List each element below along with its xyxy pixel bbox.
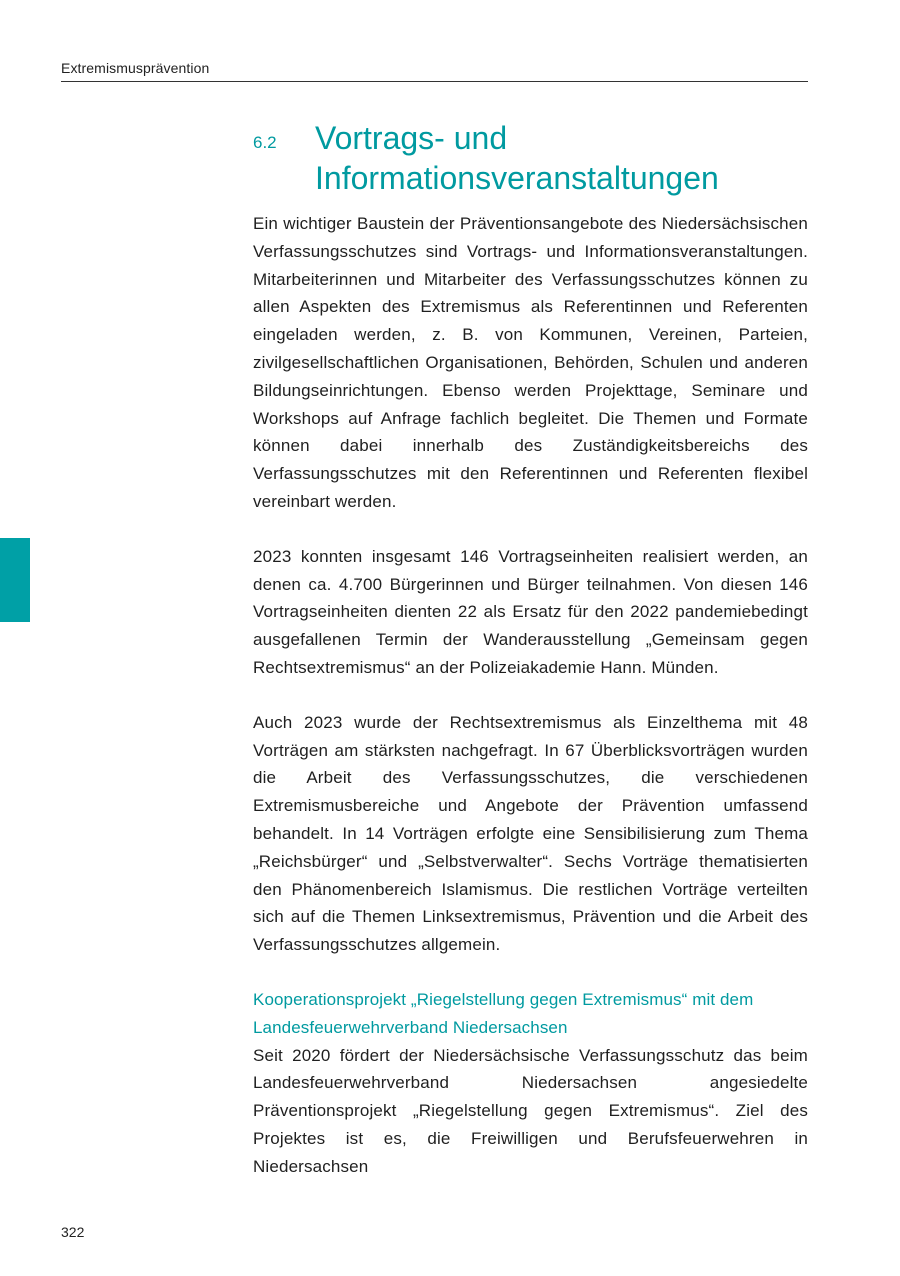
page-number: 322: [61, 1224, 85, 1240]
section-title: [315, 118, 808, 198]
section-number: 6.2: [253, 133, 277, 152]
section-heading: [253, 118, 808, 198]
running-header: Extremismusprävention: [61, 60, 808, 82]
paragraph-statistics: 2023 konnten insgesamt 146 Vortragseinheiten realisiert werden, an denen ca. 4.700 Bürgerinnen und Bürger teilnahmen. Von diesen 146 Vortragseinheiten dienten 22 als Ersatz für den 2022 pandemiebedingt ausgefallenen Termin der Wanderausstellung „Gemeinsam gegen Rechtsextremismus“ an der Polizeiakademie Hann. Münden.: [253, 546, 808, 677]
section-title-line-1: Vortrags- und: [315, 120, 508, 156]
paragraph-intro: Ein wichtiger Baustein der Präventionsangebote des Niedersächsischen Verfassungsschutzes sind Vortrags- und Informationsveranstaltungen. Mitarbeiterinnen und Mitarbeiter des Verfassungsschutzes können zu allen Aspekten des Extremismus als Referentinnen und Referenten eingeladen werden, z. B. von Kommunen, Vereinen, Parteien, zivilgesellschaftlichen Organisationen, Behörden, Schulen und anderen Bildungseinrichtungen. Ebenso werden Projekttage, Seminare und Workshops auf Anfrage fachlich begleitet. Die Themen und Formate können dabei innerhalb des Zuständigkeitsbereichs des Verfassungsschutzes mit den Referentinnen und Referenten flexibel vereinbart werden.: [253, 214, 808, 511]
subsection-paragraph: Seit 2020 fördert der Niedersächsische Verfassungsschutz das beim Landesfeuerwehrverband Niedersachsen angesiedelte Präventionsprojekt „Riegelstellung gegen Extremismus“. Ziel des Projektes ist es, die Freiwilligen und Berufsfeuerwehren in Niedersachsen: [253, 1045, 808, 1176]
paragraph-topics: Auch 2023 wurde der Rechtsextremismus als Einzelthema mit 48 Vorträgen am stärksten nachgefragt. In 67 Überblicksvorträgen wurden die Arbeit des Verfassungsschutzes, die verschiedenen Extremismusbereiche und Angebote der Prävention umfassend behandelt. In 14 Vorträgen erfolgte eine Sensibilisierung zum Thema „Reichsbürger“ und „Selbstverwalter“. Sechs Vorträge thematisierten den Phänomenbereich Islamismus. Die restlichen Vorträge verteilten sich auf die Themen Linksextremismus, Prävention und die Arbeit des Verfassungsschutzes allgemein.: [253, 712, 808, 955]
chapter-side-tab: [0, 538, 30, 622]
section-title-line-2: Informationsveranstaltungen: [315, 160, 719, 196]
main-content: [253, 118, 808, 1208]
subsection-heading: Kooperationsprojekt „Riegelstellung gegen Extremismus“ mit dem Landesfeuerwehrverband Niedersachsen: [253, 989, 754, 1037]
